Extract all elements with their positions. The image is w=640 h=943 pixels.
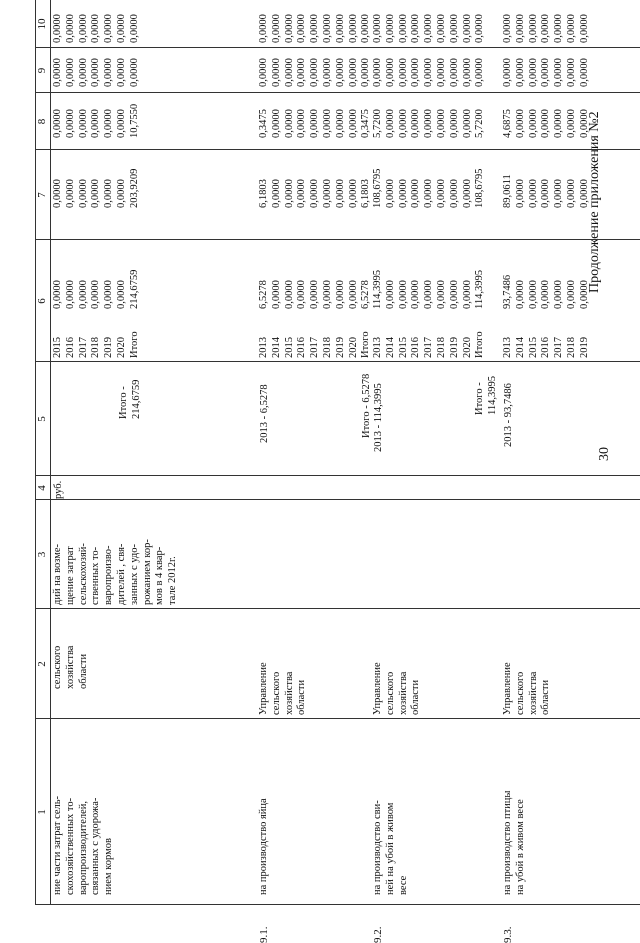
value-cell: 93,7486 xyxy=(502,275,515,309)
col-border xyxy=(36,92,640,93)
value-cell: 108,6795 xyxy=(372,169,385,208)
value-cell: 0,0000 xyxy=(335,280,348,309)
value-cell: 0,0000 xyxy=(335,109,348,138)
col-border xyxy=(36,239,640,240)
text-line: варопроизводителей, xyxy=(78,796,91,895)
text-line: области xyxy=(296,662,309,715)
value-cell: 0,0000 xyxy=(65,169,78,208)
value-cell: 0,0000 xyxy=(410,109,423,138)
value-cell: 0,0000 xyxy=(515,14,528,43)
row91-col2 xyxy=(258,662,309,715)
text-line: сельского xyxy=(271,662,284,715)
value-cell: 0,0000 xyxy=(436,169,449,208)
text-line: тале 2012г. xyxy=(167,539,180,605)
value-cell: 0,0000 xyxy=(410,270,423,309)
value-cell: 0,0000 xyxy=(90,14,103,43)
column-number: 5 xyxy=(35,362,50,476)
value-cell: 0,0000 xyxy=(462,109,475,138)
col-border xyxy=(36,47,640,48)
row93-col9 xyxy=(502,58,592,87)
value-cell: 0,0000 xyxy=(271,179,284,208)
value-cell: 0,0000 xyxy=(410,169,423,208)
value-cell: 0,0000 xyxy=(528,275,541,309)
row92-col1 xyxy=(372,800,410,895)
text-line: Управление xyxy=(372,662,385,715)
text-line: рожанием кор- xyxy=(142,539,155,605)
value-cell: 0,0000 xyxy=(515,275,528,309)
year-cell: 2019 xyxy=(335,331,348,358)
value-cell: 0,0000 xyxy=(116,58,129,87)
value-cell: 0,0000 xyxy=(129,14,142,43)
value-cell: 0,0000 xyxy=(566,109,579,138)
column-number: 1 xyxy=(35,719,50,905)
text-line: на производство сви- xyxy=(372,800,385,895)
value-cell: 0,0000 xyxy=(90,169,103,208)
value-cell: 0,0000 xyxy=(309,179,322,208)
value-cell: 0,0000 xyxy=(372,14,385,43)
row93-col10 xyxy=(502,14,592,43)
row93-col1 xyxy=(502,791,528,895)
value-cell: 0,0000 xyxy=(90,104,103,138)
value-cell: 0,0000 xyxy=(553,58,566,87)
value-cell: 0,0000 xyxy=(322,109,335,138)
year-cell: 2018 xyxy=(436,331,449,358)
year-cell: 2015 xyxy=(52,331,65,358)
value-cell: 0,0000 xyxy=(103,104,116,138)
value-cell: 0,0000 xyxy=(322,58,335,87)
text-line: щение затрат xyxy=(65,539,78,605)
value-cell: 0,0000 xyxy=(540,58,553,87)
text-line: занных с удо- xyxy=(129,539,142,605)
value-cell: 0,0000 xyxy=(360,14,373,43)
column-number: 9 xyxy=(35,48,50,93)
text-line: ние части затрат сель- xyxy=(52,796,65,895)
year-cell: Итого xyxy=(474,331,487,358)
value-cell: 0,0000 xyxy=(502,58,515,87)
row92-years xyxy=(372,331,487,358)
year-cell: 2013 xyxy=(258,331,271,358)
top-col8 xyxy=(52,104,142,138)
value-cell: 0,0000 xyxy=(258,14,271,43)
value-cell: 0,0000 xyxy=(296,109,309,138)
year-cell: 2017 xyxy=(78,331,91,358)
year-cell: 2017 xyxy=(553,337,566,358)
text-line: мов в 4 квар- xyxy=(154,539,167,605)
value-cell: 0,0000 xyxy=(410,58,423,87)
text-line: хозяйства xyxy=(398,662,411,715)
value-cell: 0,0000 xyxy=(553,14,566,43)
value-cell: 0,0000 xyxy=(462,14,475,43)
page-number: 30 xyxy=(597,409,613,499)
text-line: сельского xyxy=(515,662,528,715)
value-cell: 0,0000 xyxy=(436,14,449,43)
value-cell: 0,0000 xyxy=(579,58,592,87)
value-cell: 0,0000 xyxy=(423,169,436,208)
text-line: 114,3995 xyxy=(487,376,500,415)
value-cell: 0,0000 xyxy=(540,174,553,208)
value-cell: 0,0000 xyxy=(449,270,462,309)
value-cell: 0,0000 xyxy=(348,14,361,43)
col-border xyxy=(36,149,640,150)
year-cell: 2015 xyxy=(398,331,411,358)
value-cell: 0,0000 xyxy=(385,169,398,208)
value-cell: 89,0611 xyxy=(502,174,515,208)
value-cell: 0,0000 xyxy=(271,14,284,43)
value-cell: 0,0000 xyxy=(90,270,103,309)
value-cell: 0,0000 xyxy=(528,14,541,43)
row92-col2 xyxy=(372,662,423,715)
value-cell: 0,0000 xyxy=(322,280,335,309)
value-cell: 0,0000 xyxy=(410,14,423,43)
value-cell: 0,0000 xyxy=(271,109,284,138)
value-cell: 0,0000 xyxy=(309,109,322,138)
value-cell: 0,0000 xyxy=(78,104,91,138)
value-cell: 0,0000 xyxy=(566,275,579,309)
value-cell: 0,0000 xyxy=(78,14,91,43)
value-cell: 0,0000 xyxy=(423,109,436,138)
value-cell: 0,0000 xyxy=(502,14,515,43)
top-col2-text xyxy=(52,646,90,689)
col-border xyxy=(36,475,640,476)
top-col10 xyxy=(52,14,142,43)
column-number: 10 xyxy=(35,0,50,48)
year-cell: 2016 xyxy=(296,331,309,358)
row91-col10 xyxy=(258,14,373,43)
row92-col7 xyxy=(372,169,487,208)
value-cell: 0,0000 xyxy=(528,109,541,138)
text-line: области xyxy=(540,662,553,715)
value-cell: 0,0000 xyxy=(309,280,322,309)
value-cell: 0,0000 xyxy=(348,179,361,208)
value-cell: 0,0000 xyxy=(348,280,361,309)
value-cell: 6,1803 xyxy=(360,179,373,208)
value-cell: 0,0000 xyxy=(566,174,579,208)
year-cell: Итого xyxy=(129,331,142,358)
value-cell: 0,0000 xyxy=(116,270,129,309)
year-cell: 2019 xyxy=(449,331,462,358)
text-line: варопроизво- xyxy=(103,539,116,605)
value-cell: 0,0000 xyxy=(540,14,553,43)
text-line: на убой в живом весе xyxy=(515,791,528,895)
text-line: сельского xyxy=(385,662,398,715)
value-cell: 0,0000 xyxy=(436,270,449,309)
column-number: 6 xyxy=(35,240,50,362)
year-cell: 2014 xyxy=(385,331,398,358)
text-line: на производство птицы xyxy=(502,791,515,895)
value-cell: 0,0000 xyxy=(335,58,348,87)
value-cell: 0,0000 xyxy=(322,14,335,43)
value-cell: 0,0000 xyxy=(335,179,348,208)
value-cell: 0,0000 xyxy=(462,58,475,87)
value-cell: 0,3475 xyxy=(258,109,271,138)
value-cell: 0,0000 xyxy=(385,109,398,138)
text-line: области xyxy=(410,662,423,715)
value-cell: 5,7200 xyxy=(372,109,385,138)
year-cell: 2015 xyxy=(284,331,297,358)
value-cell: 0,0000 xyxy=(540,109,553,138)
value-cell: 4,6875 xyxy=(502,109,515,138)
value-cell: 0,0000 xyxy=(284,109,297,138)
value-cell: 0,0000 xyxy=(52,270,65,309)
value-cell: 0,0000 xyxy=(372,58,385,87)
value-cell: 0,0000 xyxy=(449,14,462,43)
value-cell: 0,0000 xyxy=(284,14,297,43)
column-number: 7 xyxy=(35,150,50,240)
text-line: дий на возме- xyxy=(52,539,65,605)
row93-col6 xyxy=(502,275,592,309)
value-cell: 114,3995 xyxy=(372,270,385,309)
year-cell: 2020 xyxy=(116,331,129,358)
top-col1-text xyxy=(52,796,116,895)
value-cell: 0,0000 xyxy=(52,104,65,138)
value-cell: 0,0000 xyxy=(322,179,335,208)
value-cell: 0,0000 xyxy=(78,169,91,208)
value-cell: 0,0000 xyxy=(90,58,103,87)
value-cell: 6,5278 xyxy=(258,280,271,309)
year-cell: 2018 xyxy=(322,331,335,358)
value-cell: 214,6759 xyxy=(129,270,142,309)
row91-col1 xyxy=(258,798,271,895)
col-border xyxy=(36,718,640,719)
value-cell: 0,0000 xyxy=(103,169,116,208)
text-line: скохозяйственных то- xyxy=(65,796,78,895)
text-line: сельского xyxy=(52,646,65,689)
value-cell: 0,0000 xyxy=(515,58,528,87)
value-cell: 0,0000 xyxy=(284,58,297,87)
text-line: весе xyxy=(398,800,411,895)
top-col7 xyxy=(52,169,142,208)
text-line: хозяйства xyxy=(284,662,297,715)
value-cell: 0,0000 xyxy=(398,109,411,138)
row91-col9 xyxy=(258,58,373,87)
row-number: 9.1. xyxy=(258,927,270,943)
col-border xyxy=(36,608,640,609)
value-cell: 0,0000 xyxy=(129,58,142,87)
text-line: Итого - xyxy=(474,376,487,415)
year-cell: 2014 xyxy=(515,337,528,358)
row91-col5-top: 2013 - 6,5278 xyxy=(258,384,272,443)
year-cell: 2013 xyxy=(372,331,385,358)
value-cell: 0,0000 xyxy=(398,270,411,309)
value-cell: 0,0000 xyxy=(579,14,592,43)
value-cell: 0,0000 xyxy=(579,275,592,309)
year-cell: 2019 xyxy=(579,337,592,358)
text-line: сельскохозяй- xyxy=(78,539,91,605)
value-cell: 0,0000 xyxy=(423,14,436,43)
row92-col10 xyxy=(372,14,487,43)
year-cell: 2016 xyxy=(65,331,78,358)
value-cell: 0,0000 xyxy=(348,109,361,138)
value-cell: 0,0000 xyxy=(296,280,309,309)
value-cell: 6,5278 xyxy=(360,280,373,309)
value-cell: 0,0000 xyxy=(566,58,579,87)
row91-col8 xyxy=(258,109,373,138)
value-cell: 0,0000 xyxy=(65,270,78,309)
value-cell: 0,0000 xyxy=(423,270,436,309)
year-cell: 2020 xyxy=(462,331,475,358)
value-cell: 0,0000 xyxy=(258,58,271,87)
col-border xyxy=(36,361,640,362)
text-line: области xyxy=(78,646,91,689)
text-line: 214,6759 xyxy=(131,380,144,419)
year-cell: 2019 xyxy=(103,331,116,358)
value-cell: 0,0000 xyxy=(423,58,436,87)
top-col9 xyxy=(52,58,142,87)
value-cell: 0,0000 xyxy=(540,275,553,309)
value-cell: 0,0000 xyxy=(360,58,373,87)
value-cell: 0,0000 xyxy=(116,169,129,208)
value-cell: 0,0000 xyxy=(103,58,116,87)
year-cell: 2018 xyxy=(90,331,103,358)
text-line: хозяйства xyxy=(65,646,78,689)
value-cell: 0,0000 xyxy=(528,174,541,208)
value-cell: 114,3995 xyxy=(474,270,487,309)
value-cell: 0,0000 xyxy=(515,174,528,208)
value-cell: 0,0000 xyxy=(284,179,297,208)
top-col5-total xyxy=(118,380,144,419)
value-cell: 0,0000 xyxy=(103,270,116,309)
text-line: Итого - xyxy=(118,380,131,419)
column-number: 2 xyxy=(35,609,50,719)
year-cell: 2016 xyxy=(410,331,423,358)
row93-col5-top: 2013 - 93,7486 xyxy=(502,383,516,447)
year-cell: 2014 xyxy=(271,331,284,358)
value-cell: 0,0000 xyxy=(271,58,284,87)
row92-col5-top: 2013 - 114,3995 xyxy=(372,383,386,452)
row91-col6 xyxy=(258,280,373,309)
text-line: связанных с удорожа- xyxy=(90,796,103,895)
row93-col7 xyxy=(502,174,592,208)
value-cell: 0,0000 xyxy=(436,109,449,138)
column-number: 4 xyxy=(35,476,50,500)
text-line: Управление xyxy=(258,662,271,715)
text-line: дителей , свя- xyxy=(116,539,129,605)
value-cell: 108,6795 xyxy=(474,169,487,208)
value-cell: 0,0000 xyxy=(284,280,297,309)
row-number: 9.2. xyxy=(372,927,384,943)
value-cell: 0,0000 xyxy=(296,14,309,43)
text-line: ственных то- xyxy=(90,539,103,605)
value-cell: 0,0000 xyxy=(553,275,566,309)
col-border xyxy=(36,499,640,500)
text-line: на производство яйца xyxy=(258,798,271,895)
row92-col5-bottom xyxy=(474,376,500,415)
row92-col8 xyxy=(372,109,487,138)
year-cell: 2020 xyxy=(348,331,361,358)
value-cell: 0,0000 xyxy=(116,14,129,43)
value-cell: 0,0000 xyxy=(462,270,475,309)
year-cell: 2015 xyxy=(528,337,541,358)
value-cell: 0,0000 xyxy=(579,174,592,208)
value-cell: 0,0000 xyxy=(385,14,398,43)
column-number: 8 xyxy=(35,93,50,150)
value-cell: 0,0000 xyxy=(348,58,361,87)
top-years xyxy=(52,331,142,358)
row92-col9 xyxy=(372,58,487,87)
value-cell: 0,0000 xyxy=(449,58,462,87)
text-line: ней на убой в живом xyxy=(385,800,398,895)
value-cell: 0,0000 xyxy=(449,169,462,208)
value-cell: 0,0000 xyxy=(78,58,91,87)
top-col6 xyxy=(52,270,142,309)
value-cell: 0,0000 xyxy=(271,280,284,309)
year-cell: 2018 xyxy=(566,337,579,358)
row-number: 9.3. xyxy=(502,927,514,943)
value-cell: 0,0000 xyxy=(65,14,78,43)
value-cell: 0,0000 xyxy=(296,58,309,87)
value-cell: 5,7200 xyxy=(474,109,487,138)
row91-years xyxy=(258,331,373,358)
text-line: хозяйства xyxy=(528,662,541,715)
value-cell: 0,0000 xyxy=(553,174,566,208)
row92-col6 xyxy=(372,270,487,309)
value-cell: 0,0000 xyxy=(335,14,348,43)
year-cell: Итого xyxy=(360,331,373,358)
value-cell: 0,0000 xyxy=(474,14,487,43)
value-cell: 0,0000 xyxy=(449,109,462,138)
value-cell: 0,0000 xyxy=(309,58,322,87)
value-cell: 0,0000 xyxy=(78,270,91,309)
value-cell: 6,1803 xyxy=(258,179,271,208)
top-col3-text xyxy=(52,539,180,605)
value-cell: 0,0000 xyxy=(436,58,449,87)
column-number: 3 xyxy=(35,500,50,609)
value-cell: 0,0000 xyxy=(398,58,411,87)
value-cell: 0,0000 xyxy=(462,169,475,208)
value-cell: 0,0000 xyxy=(398,169,411,208)
value-cell: 0,0000 xyxy=(385,270,398,309)
row93-col2 xyxy=(502,662,553,715)
value-cell: 0,0000 xyxy=(385,58,398,87)
top-col4-unit: руб. xyxy=(52,481,66,499)
value-cell: 0,3475 xyxy=(360,109,373,138)
value-cell: 0,0000 xyxy=(528,58,541,87)
year-cell: 2017 xyxy=(309,331,322,358)
value-cell: 0,0000 xyxy=(398,14,411,43)
row91-col5-bottom: Итого - 6,5278 xyxy=(360,374,374,438)
value-cell: 10,7550 xyxy=(129,104,142,138)
value-cell: 0,0000 xyxy=(553,109,566,138)
value-cell: 203,9209 xyxy=(129,169,142,208)
value-cell: 0,0000 xyxy=(52,169,65,208)
year-cell: 2016 xyxy=(540,337,553,358)
year-cell: 2013 xyxy=(502,337,515,358)
value-cell: 0,0000 xyxy=(103,14,116,43)
value-cell: 0,0000 xyxy=(116,104,129,138)
value-cell: 0,0000 xyxy=(65,58,78,87)
text-line: Управление xyxy=(502,662,515,715)
value-cell: 0,0000 xyxy=(65,104,78,138)
text-line: нием кормов xyxy=(103,796,116,895)
value-cell: 0,0000 xyxy=(52,14,65,43)
value-cell: 0,0000 xyxy=(579,109,592,138)
row93-years xyxy=(502,337,592,358)
row91-col7 xyxy=(258,179,373,208)
page-header: Продолжение приложения №2 xyxy=(587,111,603,293)
value-cell: 0,0000 xyxy=(309,14,322,43)
value-cell: 0,0000 xyxy=(52,58,65,87)
value-cell: 0,0000 xyxy=(515,109,528,138)
year-cell: 2017 xyxy=(423,331,436,358)
row93-col8 xyxy=(502,109,592,138)
value-cell: 0,0000 xyxy=(566,14,579,43)
value-cell: 0,0000 xyxy=(474,58,487,87)
value-cell: 0,0000 xyxy=(296,179,309,208)
table-header-border xyxy=(50,0,51,905)
